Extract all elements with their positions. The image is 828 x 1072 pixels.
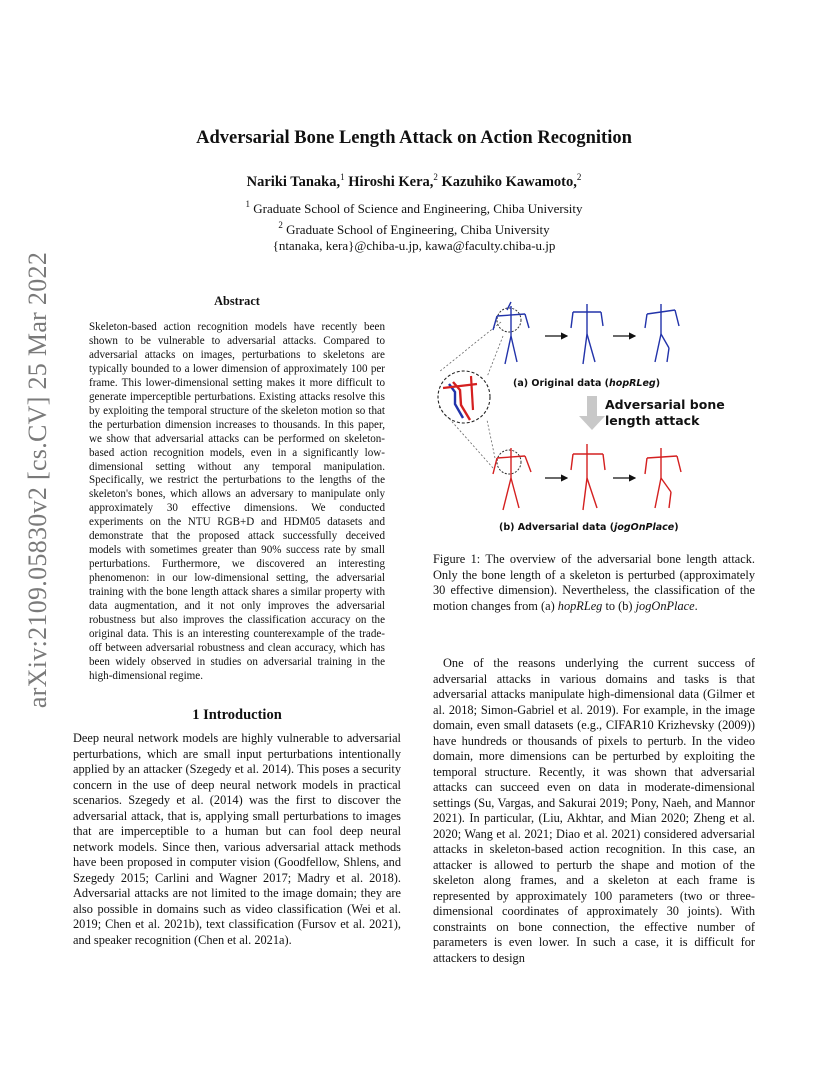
figure-1-caption: Figure 1: The overview of the adversarial bone length attack. Only the bone length of a skeleton is perturbed (approximately 30 effective dimension). Nevertheless, the classification of the motion changes from (a) hopRLeg to (b) jogOnPlace. bbox=[433, 552, 755, 613]
paper-title: Adversarial Bone Length Attack on Action Recognition bbox=[196, 128, 632, 148]
author-affil-mark: 2 bbox=[576, 172, 582, 182]
figure-label-a: (a) Original data (hopRLeg) bbox=[513, 378, 661, 389]
zoom-circle-original bbox=[497, 308, 521, 332]
author-name: Hiroshi Kera, bbox=[348, 174, 434, 190]
attack-arrow-head bbox=[579, 416, 605, 430]
abstract-body: Skeleton-based action recognition models have recently been shown to be vulnerable to adversarial attacks. Compared to adversarial attacks on images, perturbations to skeletons are typically bounded to a lower dimension of approximately 100 per frame. This lower-dimensional setting makes it more difficult to generate imperceptible perturbations. Existing attacks resolve this by exploiting the temporal structure of the skeleton motion so that the perturbation dimension increases to thousands. In this paper, we show that adversarial attacks can be performed on skeleton-based action recognition models, even in a significantly low-dimensional setting without any temporal manipulation. Specifically, we restrict the perturbations to the lengths of the skeleton's bones, which allows an adversary to manipulate only approximately 30 effective dimensions. We conducted experiments on the NTU RGB+D and HDM05 datasets and demonstrate that the proposed attack successfully deceived models with sometimes greater than 90% success rate by small perturbations. Furthermore, we discovered an interesting phenomenon: in our low-dimensional setting, the adversarial training with the bone length attack shares a similar property with data augmentation, and it not only improves the adversarial robustness but also improves the classification accuracy on the original data. This is an interesting counterexample of the trade-off between adversarial robustness and clean accuracy, which has been widely observed in studies on adversarial training in the high-dimensional regime. bbox=[89, 321, 385, 682]
author-name: Nariki Tanaka, bbox=[246, 174, 341, 190]
zoom-inset bbox=[438, 371, 490, 423]
original-skeleton-frame bbox=[571, 304, 603, 364]
adversarial-skeleton-frame bbox=[645, 448, 681, 508]
affiliations bbox=[120, 196, 708, 254]
affiliation-line: $^2$ Graduate School of Engineering, Chiba University bbox=[278, 220, 550, 237]
attack-label-line1: Adversarial bone bbox=[605, 397, 725, 412]
adversarial-skeleton-frame bbox=[493, 448, 531, 510]
original-skeleton-frame bbox=[493, 302, 529, 364]
author-name: Kazuhiko Kawamoto, bbox=[441, 174, 577, 190]
introduction-left-paragraph: Deep neural network models are highly vulnerable to adversarial perturbations, which are small input perturbations intentionally applied by an attacker (Szegedy et al. 2014). This poses a security concern in the use of deep neural network models in practical scenarios. Szegedy et al. (2014) was the first to discover the adversarial attack, that is, applying small perturbations to images that are imperceptible to a human but can fool deep neural network models. Since then, various adversarial attack methods have been proposed in computer vision (Goodfellow, Shlens, and Szegedy 2015; Carlini and Wagner 2017; Madry et al. 2018). Adversarial attacks are not limited to the image domain; they are also possible in domains such as video classification (Wei et al. 2019; Chen et al. 2021b), text classification (Fursov et al. 2021), and speaker recognition (Chen et al. 2021a). bbox=[73, 731, 401, 947]
introduction-right-paragraph: One of the reasons underlying the current success of adversarial attacks in various domains and tasks is that adversarial attacks manipulate high-dimensional data (Gilmer et al. 2018; Simon-Gabriel et al. 2019). For example, in the image domain, even small datasets (e.g., CIFAR10 Krizhevsky (2009)) have hundreds or thousands of pixels to perturb. In the video domain, more dimensions can be perturbed by exploiting the temporal structure. Recently, it was shown that adversarial attacks can succeed even on data in moderate-dimensional settings (Su, Vargas, and Sakurai 2019; Pony, Naeh, and Mannor 2021). In particular, (Liu, Akhtar, and Mian 2020; Zheng et al. 2020; Wang et al. 2021; Diao et al. 2021) considered adversarial attacks in skeleton-based action recognition. In this case, an attacker is allowed to perturb the shape and motion of the skeleton along frames, and a skeleton at each frame is represented by approximately 100 parameters (two or three-dimensional coordinates of approximately 30 joints). With constraints on bone connection, the effective number of parameters is even lower. In such a case, it is difficult for attackers to design bbox=[433, 656, 755, 965]
author-list bbox=[120, 172, 708, 191]
attack-arrow-shaft bbox=[587, 396, 597, 418]
zoom-circle-adversarial bbox=[497, 450, 521, 474]
figure-1-illustration bbox=[433, 292, 755, 542]
adversarial-skeleton-sequence bbox=[493, 444, 681, 510]
figure-label-b: (b) Adversarial data (jogOnPlace) bbox=[499, 522, 679, 533]
section-heading-introduction: 1 Introduction bbox=[192, 707, 282, 723]
adversarial-skeleton-frame bbox=[571, 444, 605, 510]
arxiv-id-text: arXiv:2109.05830v2 [cs.CV] 25 Mar 2022 bbox=[23, 251, 52, 709]
abstract-heading: Abstract bbox=[214, 294, 260, 308]
attack-label-line2: length attack bbox=[605, 413, 700, 428]
author-affil-mark: 2 bbox=[433, 172, 438, 182]
original-skeleton-sequence bbox=[493, 302, 679, 364]
arxiv-side-identifier bbox=[8, 251, 68, 709]
email-line: {ntanaka, kera}@chiba-u.jp, kawa@faculty.chiba-u.jp bbox=[272, 238, 556, 253]
figure-1 bbox=[433, 292, 755, 542]
author-affil-mark: 1 bbox=[340, 172, 345, 182]
original-skeleton-frame bbox=[645, 304, 679, 362]
affiliation-line: $^1$ Graduate School of Science and Engineering, Chiba University bbox=[245, 199, 583, 216]
